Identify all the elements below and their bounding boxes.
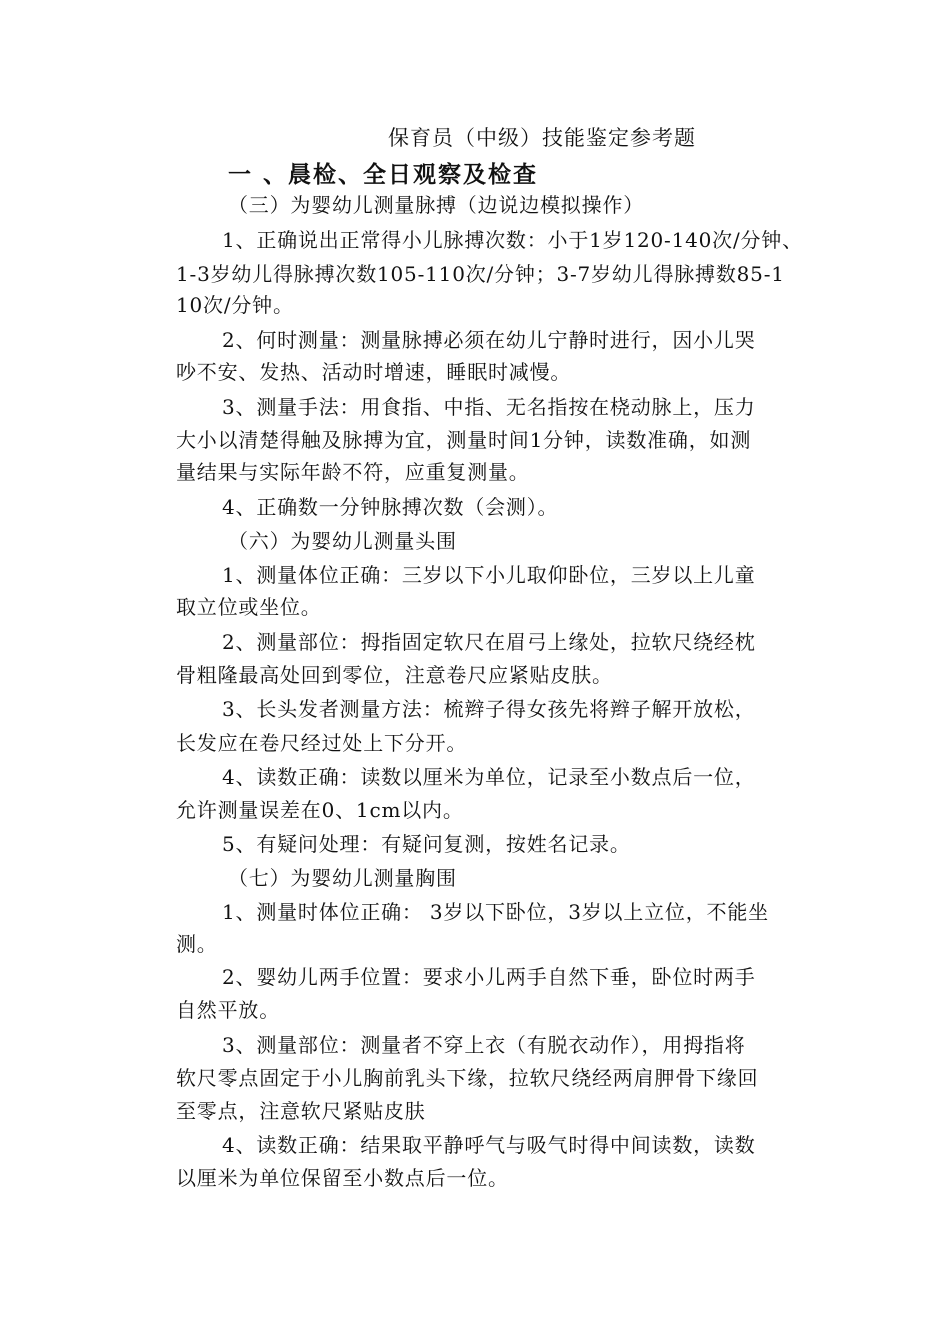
head-item1-line1: 1、测量体位正确：三岁以下小儿取仰卧位，三岁以上儿童	[222, 563, 756, 587]
chest-item4-line1: 4、读数正确：结果取平静呼气与吸气时得中间读数，读数	[222, 1133, 756, 1157]
head-item3-line1: 3、长头发者测量方法：梳辫子得女孩先将辫子解开放松，	[222, 697, 756, 721]
pulse-item4-line1: 4、正确数一分钟脉搏次数（会测）。	[222, 495, 559, 519]
pulse-item1-line1: 1、正确说出正常得小儿脉搏次数：小于1岁120-140次/分钟、	[222, 228, 803, 252]
head-item4-line1: 4、读数正确：读数以厘米为单位，记录至小数点后一位，	[222, 765, 756, 789]
pulse-item3-line3: 量结果与实际年龄不符，应重复测量。	[176, 460, 530, 484]
head-item2-line1: 2、测量部位：拇指固定软尺在眉弓上缘处，拉软尺绕经枕	[222, 630, 756, 654]
pulse-item3-line1: 3、测量手法：用食指、中指、无名指按在桡动脉上，压力	[222, 395, 756, 419]
chest-item4-line2: 以厘米为单位保留至小数点后一位。	[176, 1166, 509, 1190]
pulse-item1-line2: 1-3岁幼儿得脉搏次数105-110次/分钟；3-7岁幼儿得脉搏数85-1	[176, 262, 785, 286]
pulse-item2-line2: 吵不安、发热、活动时增速，睡眠时减慢。	[176, 360, 572, 384]
chest-item2-line2: 自然平放。	[176, 998, 280, 1022]
chest-item3-line2: 软尺零点固定于小儿胸前乳头下缘，拉软尺绕经两肩胛骨下缘回	[176, 1066, 759, 1090]
chest-item2-line1: 2、婴幼儿两手位置：要求小儿两手自然下垂，卧位时两手	[222, 965, 756, 989]
chest-item1-line1: 1、测量时体位正确： 3岁以下卧位，3岁以上立位，不能坐	[222, 900, 769, 924]
chest-item3-line3: 至零点，注意软尺紧贴皮肤	[176, 1099, 426, 1123]
pulse-item2-line1: 2、何时测量：测量脉搏必须在幼儿宁静时进行，因小儿哭	[222, 328, 756, 352]
section-heading: 一 、晨检、全日观察及检查	[228, 161, 539, 188]
chest-item3-line1: 3、测量部位：测量者不穿上衣（有脱衣动作），用拇指将	[222, 1033, 746, 1057]
head-item5-line1: 5、有疑问处理：有疑问复测，按姓名记录。	[222, 832, 631, 856]
head-item3-line2: 长发应在卷尺经过处上下分开。	[176, 731, 468, 755]
document-title: 保育员（中级）技能鉴定参考题	[388, 126, 696, 150]
head-item4-line2: 允许测量误差在0、1cm以内。	[176, 798, 464, 822]
chest-subheading: （七）为婴幼儿测量胸围	[228, 866, 457, 890]
chest-item1-line2: 测。	[176, 932, 218, 956]
pulse-item1-line3: 10次/分钟。	[176, 293, 294, 317]
pulse-subheading: （三）为婴幼儿测量脉搏（边说边模拟操作）	[228, 193, 644, 217]
head-item2-line2: 骨粗隆最高处回到零位，注意卷尺应紧贴皮肤。	[176, 663, 613, 687]
pulse-item3-line2: 大小以清楚得触及脉搏为宜，测量时间1分钟，读数准确，如测	[176, 428, 752, 452]
head-item1-line2: 取立位或坐位。	[176, 595, 322, 619]
head-subheading: （六）为婴幼儿测量头围	[228, 529, 457, 553]
